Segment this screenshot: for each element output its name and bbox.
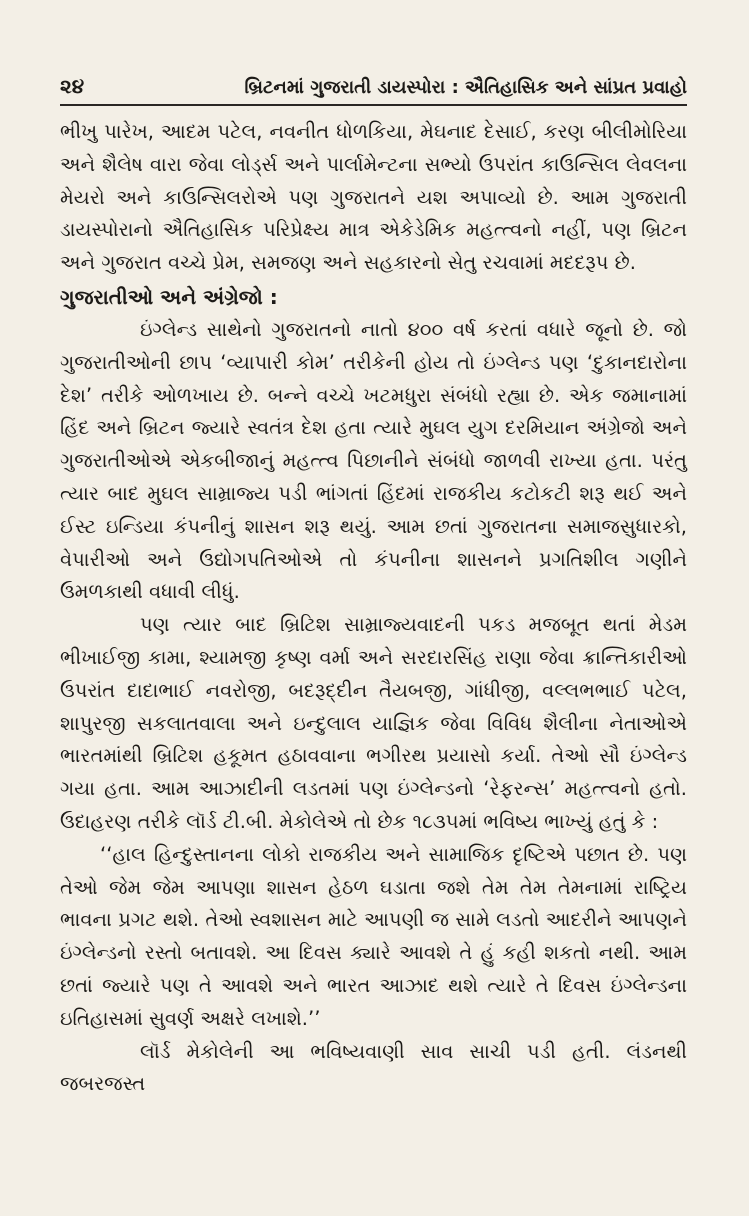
- paragraph-1: ભીખુ પારેખ, આદમ પટેલ, નવનીત ધોળકિયા, મેઘનાદ દેસાઈ, કરણ બીલીમોરિયા અને શૈલેષ વારા જેવા લોર્ડ્સ અને પાર્લામેન્ટના સભ્યો ઉપરાંત કાઉન્સિલ લેવલના મેયરો અને કાઉન્સિલરોએ પણ ગુજરાતને યશ અપાવ્યો છે. આમ ગુજરાતી ડાયસ્પોરાનો ઐતિહાસિક પરિપ્રેક્ષ્ય માત્ર એકેડેમિક મહત્ત્વનો નહીં, પણ બ્રિટન અને ગુજરાત વચ્ચે પ્રેમ, સમજણ અને સહકારનો સેતુ રચવામાં મદદરૂપ છે.: [60, 120, 687, 275]
- page-header: [60, 74, 687, 106]
- block-quote: ‘‘હાલ હિન્દુસ્તાનના લોકો રાજકીય અને સામાજિક દૃષ્ટિએ પછાત છે. પણ તેઓ જેમ જેમ આપણા શાસન હેઠળ ઘડાતા જશે તેમ તેમ તેમનામાં રાષ્ટ્રિય ભાવના પ્રગટ થશે. તેઓ સ્વશાસન માટે આપણી જ સામે લડતો આદરીને આપણને ઇંગ્લેન્ડનો રસ્તો બતાવશે. આ દિવસ ક્યારે આવશે તે હું કહી શકતો નથી. આમ છતાં જ્યારે પણ તે આવશે અને ભારત આઝાદ થશે ત્યારે તે દિવસ ઇંગ્લેન્ડના ઇતિહાસમાં સુવર્ણ અક્ષરે લખાશે.’’: [60, 842, 687, 1030]
- paragraph-2: ઇંગ્લેન્ડ સાથેનો ગુજરાતનો નાતો ૪૦૦ વર્ષ કરતાં વધારે જૂનો છે. જો ગુજરાતીઓની છાપ ‘વ્યાપારી કોમ’ તરીકેની હોય તો ઇંગ્લેન્ડ પણ ‘દુકાનદારોના દેશ’ તરીકે ઓળખાય છે. બન્ને વચ્ચે ખટમધુરા સંબંધો રહ્યા છે. એક જમાનામાં હિંદ અને બ્રિટન જ્યારે સ્વતંત્ર દેશ હતા ત્યારે મુઘલ યુગ દરમિયાન અંગ્રેજો અને ગુજરાતીઓએ એકબીજાનું મહત્ત્વ પિછાનીને સંબંધો જાળવી રાખ્યા હતા. પરંતુ ત્યાર બાદ મુઘલ સામ્રાજ્ય પડી ભાંગતાં હિંદમાં રાજકીય કટોકટી શરૂ થઈ અને ઈસ્ટ ઇન્ડિયા કંપનીનું શાસન શરૂ થયું. આમ છતાં ગુજરાતના સમાજસુધારકો, વેપારીઓ અને ઉદ્યોગપતિઓએ તો કંપનીના શાસનને પ્રગતિશીલ ગણીને ઉમળકાથી વધાવી લીધું.: [60, 317, 687, 604]
- section-heading: ગુજરાતીઓ અને અંગ્રેજો :: [60, 284, 278, 309]
- paragraph-3: પણ ત્યાર બાદ બ્રિટિશ સામ્રાજ્યવાદની પકડ મજબૂત થતાં મેડમ ભીખાઈજી કામા, શ્યામજી કૃષ્ણ વર્મા અને સરદારસિંહ રાણા જેવા ક્રાન્તિકારીઓ ઉપરાંત દાદાભાઈ નવરોજી, બદરૂદ્દીન તૈયબજી, ગાંધીજી, વલ્લભભાઈ પટેલ, શાપુરજી સકલાતવાલા અને ઇન્દુલાલ યાજ્ઞિક જેવા વિવિધ શૈલીના નેતાઓએ ભારતમાંથી બ્રિટિશ હકૂમત હઠાવવાના ભગીરથ પ્રયાસો કર્યા. તેઓ સૌ ઇંગ્લેન્ડ ગયા હતા. આમ આઝાદીની લડતમાં પણ ઇંગ્લેન્ડનો ‘રેફરન્સ’ મહત્ત્વનો હતો. ઉદાહરણ તરીકે લૉર્ડ ટી.બી. મેકોલેએ તો છેક ૧૮૩૫માં ભવિષ્ય ભાખ્યું હતું કે :: [60, 613, 687, 833]
- running-title: બ્રિટનમાં ગુજરાતી ડાયસ્પોરા : ઐતિહાસિક અને સાંપ્રત પ્રવાહો: [244, 77, 687, 98]
- page-number: ૨૪: [60, 74, 85, 98]
- paragraph-4: લૉર્ડ મેકોલેની આ ભવિષ્યવાણી સાવ સાચી પડી હતી. લંડનથી જબરજસ્ત: [60, 1039, 687, 1096]
